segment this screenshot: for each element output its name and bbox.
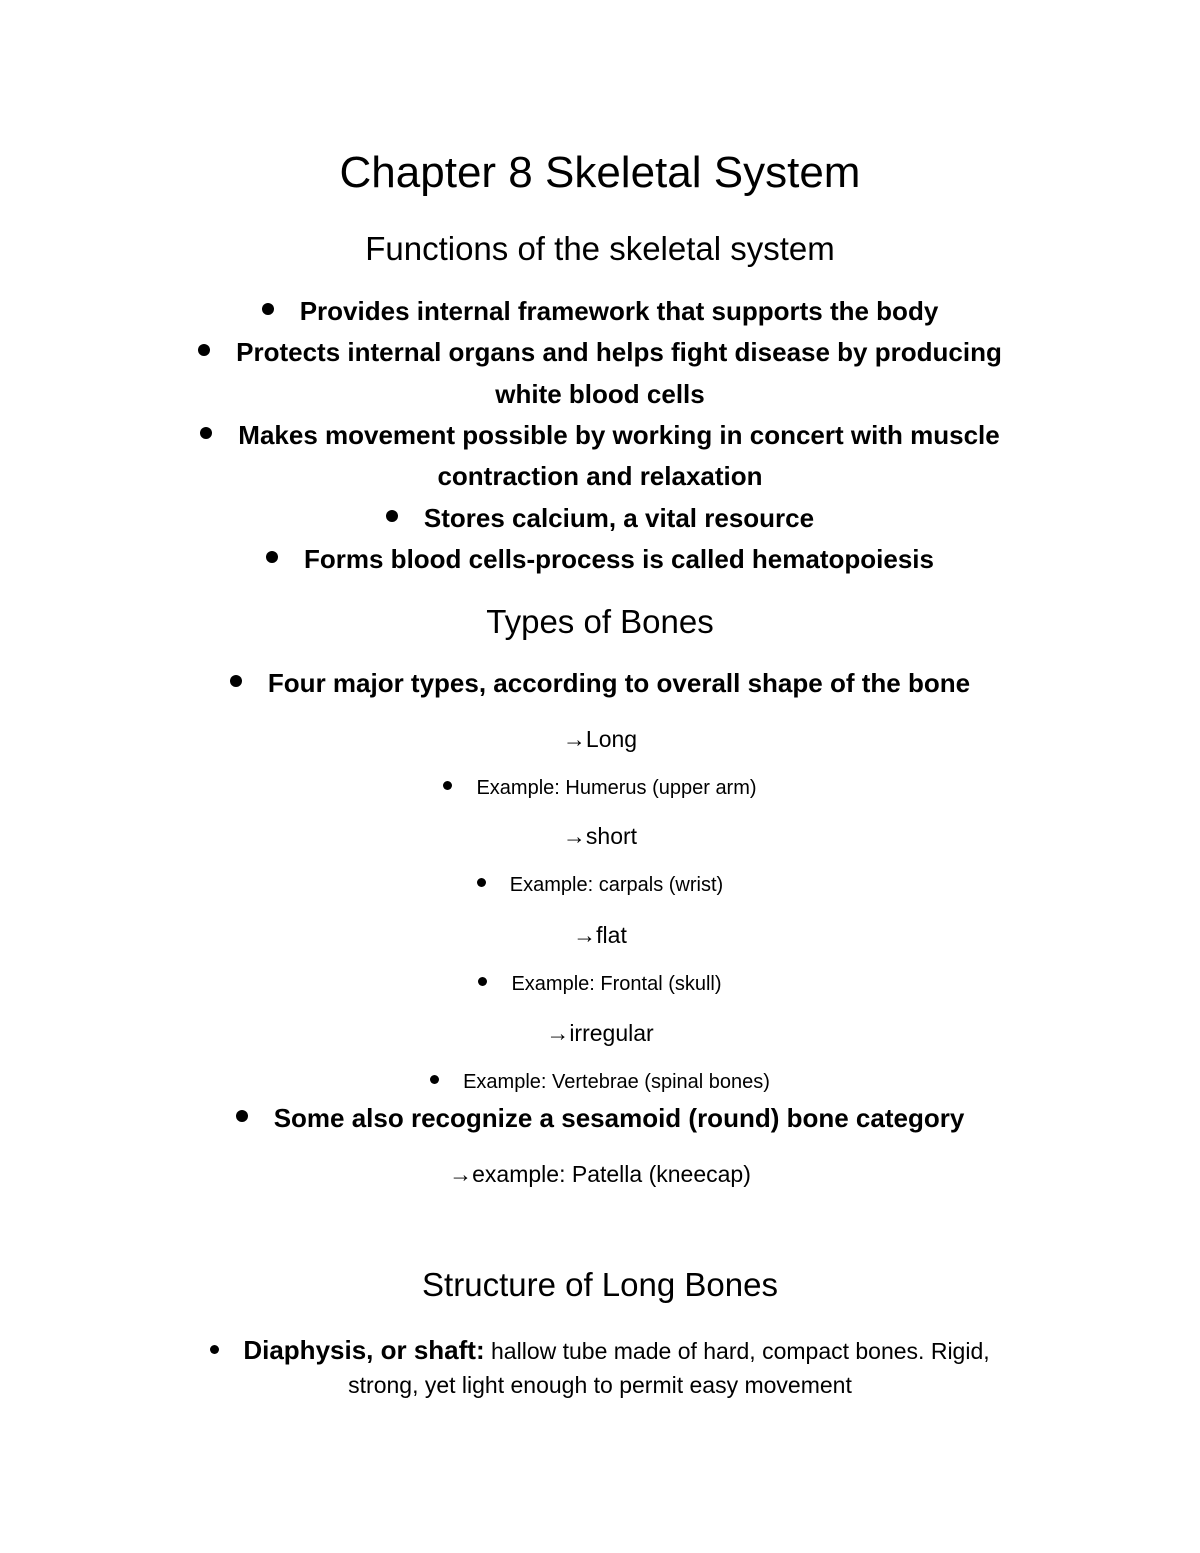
- bullet-icon: [262, 303, 274, 315]
- bullet-icon: [200, 427, 212, 439]
- bone-type-flat: →flat: [573, 922, 627, 948]
- bullet-icon: [236, 1110, 248, 1122]
- bullet-icon: [386, 510, 398, 522]
- bone-type-short: →short: [562, 823, 638, 849]
- term-label: Diaphysis, or shaft:: [243, 1335, 485, 1365]
- arrow-right-icon: →: [449, 1161, 473, 1187]
- page-title: Chapter 8 Skeletal System: [339, 148, 861, 197]
- functions-bullet-2: Protects internal organs and helps fight disease by producing: [0, 337, 1200, 368]
- bullet-icon: [266, 551, 278, 563]
- bone-example-flat: Example: Frontal (skull): [0, 973, 1200, 996]
- functions-bullet-5: Forms blood cells-process is called hematopoiesis: [0, 544, 1200, 575]
- bone-type-long: →Long: [562, 726, 638, 752]
- bone-example-long: Example: Humerus (upper arm): [0, 777, 1200, 800]
- bullet-icon: [230, 675, 242, 687]
- bullet-icon: [210, 1345, 219, 1354]
- functions-bullet-3: Makes movement possible by working in concert with muscle: [0, 420, 1200, 451]
- bullet-icon: [443, 781, 452, 790]
- bone-type-irregular: →irregular: [546, 1020, 654, 1046]
- arrow-right-icon: →: [573, 922, 597, 948]
- sesamoid-bullet: Some also recognize a sesamoid (round) bone category: [0, 1103, 1200, 1134]
- functions-bullet-3-continuation: contraction and relaxation: [437, 461, 763, 491]
- arrow-right-icon: →: [562, 726, 586, 752]
- arrow-right-icon: →: [546, 1020, 570, 1046]
- structure-bullet-diaphysis: Diaphysis, or shaft: hallow tube made of hard, compact bones. Rigid,: [0, 1335, 1200, 1366]
- functions-bullet-1: Provides internal framework that supports the body: [0, 296, 1200, 327]
- types-intro-bullet: Four major types, according to overall shape of the bone: [0, 668, 1200, 699]
- structure-bullet-diaphysis-continuation: strong, yet light enough to permit easy movement: [348, 1372, 852, 1398]
- bullet-icon: [198, 344, 210, 356]
- arrow-right-icon: →: [562, 823, 586, 849]
- bullet-icon: [478, 977, 487, 986]
- section-heading-types: Types of Bones: [486, 603, 714, 640]
- section-heading-functions: Functions of the skeletal system: [365, 230, 835, 267]
- bone-example-short: Example: carpals (wrist): [0, 874, 1200, 897]
- functions-bullet-2-continuation: white blood cells: [495, 379, 705, 409]
- bullet-icon: [430, 1075, 439, 1084]
- section-heading-structure: Structure of Long Bones: [422, 1266, 778, 1303]
- functions-bullet-4: Stores calcium, a vital resource: [0, 503, 1200, 534]
- bullet-icon: [477, 878, 486, 887]
- sesamoid-example: →example: Patella (kneecap): [449, 1161, 751, 1187]
- bone-example-irregular: Example: Vertebrae (spinal bones): [0, 1071, 1200, 1094]
